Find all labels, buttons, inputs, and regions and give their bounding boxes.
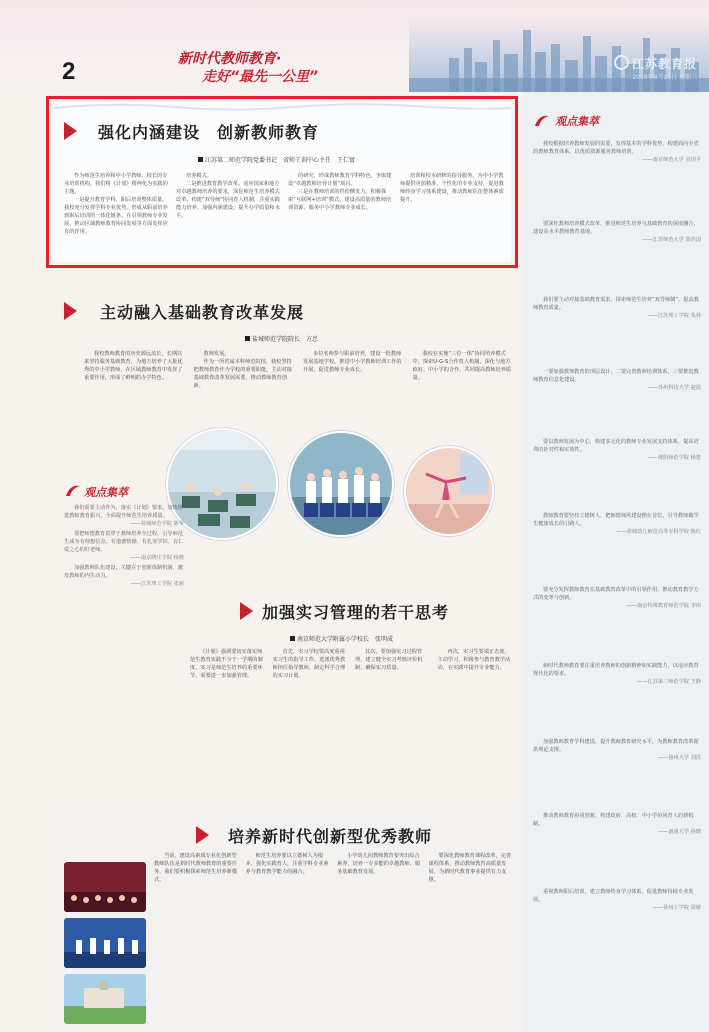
photos-row (166, 428, 494, 540)
opinion-author: ——扬州大学 刘洋 (657, 755, 701, 761)
photo-ceremony (64, 918, 146, 968)
paragraph: 小学幼儿园教师教育要突出综合素养，培养一专多能的卓越教师，服务基础教育发展。 (337, 853, 421, 875)
paragraph: 作为师范生培养和中小学教师、校长的专业培训机构，我们将《计划》精神化为实践的主题。 (64, 173, 168, 195)
opinion-author: ——南京特殊教育师范学院 李伟 (626, 603, 701, 609)
paragraph: 首先，实习学校要高度重视实习生的指导工作，选派优秀教师担任指导教师，制定科学合理的实习计划。 (272, 649, 346, 679)
paragraph: 一是提升教育学科、职后培训整体质量。我校充分发挥学科专业优势，形成从职前培养到职后培训的一体化链条，在引领教师专业发展、推动区域教师教育协同发展等方面发挥应有的作用。 (64, 197, 168, 235)
paragraph: 二是推进教育教学改革。适应国家和地方对卓越教师培养的要求，深化师范生培养模式改革，构建“双导师”协同育人机制，注重实践能力培养。加强内涵建设，提升办学质量和水平。 (176, 181, 280, 219)
paragraph: 我校教师教育的历史源远流长，长期以来坚持服务基础教育，为地方培养了大批优秀的中小学教师，在区域教师教育中发挥了重要作用，形成了鲜明的办学特色。 (84, 351, 183, 381)
paragraph: 多位名师参与职前培养，建设一批教师发展基地学校，推进中小学教师培训工作的开展，促进教师专业成长。 (303, 351, 402, 373)
list-item (533, 812, 701, 836)
section-2-byline (245, 334, 318, 343)
paragraph: 培训和校本研修的指导服务，为中小学教师提供更加精准、个性化的专业支持，促进教师终身学习体系建设，推动教师队伍整体素质提升。 (400, 173, 504, 203)
section-3-col-3 (355, 648, 430, 798)
photo-dance-image (406, 448, 492, 534)
opinion-text: 我们需要主动作为，落实《计划》要求，加快推进教师教育振兴，全面提升师范生培养质量。 (64, 505, 183, 519)
red-swoosh-icon (64, 482, 82, 500)
list-item (533, 438, 701, 462)
photo-campus (64, 974, 146, 1024)
opinion-text: 要把师德教育贯穿于教师培养全过程，引导师范生成为有理想信念、有道德情操、有扎实学识、有仁爱之心的好老师。 (64, 531, 184, 553)
section-3-title: 加强实习管理的若干思考 (262, 603, 450, 622)
opinion-text: 要充分发挥教师教育在基础教育改革中的引领作用，推动教育教学方式的变革与创新。 (533, 587, 699, 601)
paragraph: 其次，要加强实习过程管理，建立健全实习考核评价机制，确保实习质量。 (355, 649, 423, 671)
paragraph: 教师发展。 (203, 351, 230, 357)
section-4-col-2 (246, 852, 330, 1022)
section-4-marker-icon (196, 826, 209, 844)
opinion-text: 加强教师队伍建设，关键在于创新体制机制，激发教师的内生动力。 (64, 565, 183, 579)
list-item (533, 738, 701, 762)
photo-auditorium-image (64, 862, 146, 912)
paragraph: 作为一所省属本科师范院校，我校坚持把教师教育作为学校的重要职能，主动对接基础教育改革发展需要，推动教师教育创新。 (193, 359, 293, 389)
opinion-author: ——盐城幼儿师范高等专科学校 陈红 (616, 529, 701, 535)
section-2-col-2 (194, 350, 296, 414)
section-1-marker-icon (64, 122, 77, 140)
opinion-author: ——淮阴师范学院 杨建 (647, 455, 701, 461)
section-4-photos (64, 862, 146, 1030)
paragraph: 当前，建设高素质专业化创新型教师队伍是新时代教师教育的重要任务，我们要积极探索师范生培养新模式。 (154, 853, 238, 883)
section-2-col-1 (84, 350, 186, 414)
left-opinion-column (64, 482, 184, 588)
section-1-body (64, 172, 504, 256)
section-4-col-4 (429, 852, 513, 1022)
section-2-col-4 (413, 350, 515, 414)
section-2-byline-text: 盐城师范学院院长 方忠 (252, 336, 319, 343)
opinion-text: 要以教师发展为中心，构建多元化的教师专业发展支持体系，提高培训的针对性和实效性。 (533, 439, 699, 453)
photo-campus-image (64, 974, 146, 1024)
paragraph: 师范生培养要以立德树人为根本，强化实践育人，注重学科专业素养与教育教学能力的融合。 (245, 853, 329, 875)
opinion-author: ——江苏第二师范学院 王静 (637, 679, 701, 685)
newspaper-brand (614, 55, 697, 72)
opinion-text: 我校根据培养教师发展的需要，发挥基本的学科优势，构建面向全省的教师教育体系，以优质资源服务教师培训。 (533, 141, 699, 155)
list-item (533, 296, 701, 320)
section-4-title: 培养新时代创新型优秀教师 (228, 827, 433, 846)
left-opinion-title: 观点集萃 (84, 486, 128, 499)
decorative-wave (54, 102, 511, 112)
section-1-col-2 (176, 172, 280, 256)
section-3-marker-icon (240, 602, 253, 620)
paragraph: 再次，实习生要端正态度，主动学习，积极参与教育教学活动，在实践中提升专业能力。 (437, 649, 511, 671)
section-2-title: 主动融入基础教育改革发展 (100, 303, 305, 322)
opinion-author: ——常州工学院 周敏 (652, 905, 701, 911)
paragraph: 培养模式。 (186, 173, 212, 179)
byline-square-icon (198, 157, 203, 162)
page-banner (178, 50, 318, 86)
opinion-author: ——盐城师范学院 陈华 (130, 521, 184, 527)
section-1-col-3 (288, 172, 392, 256)
paragraph: 《计划》强调要切实落实师范生教育实践不少于一学期的制度，实习是师范生培养的重要环节，需要进一步加强管理。 (190, 649, 263, 679)
opinion-text: 推动教师教育协同创新，构建政府、高校、中小学协同育人的新机制。 (533, 813, 694, 827)
issue-date: 2018年8月15日 星期三 (632, 74, 697, 81)
section-1-col-1 (64, 172, 168, 256)
right-opinion-title: 观点集萃 (555, 115, 599, 128)
banner-line-2 (178, 68, 318, 86)
paragraph: 要深化教师教育课程改革，完善课程体系，推动教师教育高质量发展，为新时代教育事业提供有力支撑。 (428, 853, 512, 883)
section-2-body (84, 350, 514, 414)
opinion-text: 要深化教师培养模式改革，推进师范生培养与基础教育的深度融合，建设高水平教师教育基地。 (533, 221, 699, 235)
section-2-col-3 (303, 350, 405, 414)
list-item (533, 140, 701, 164)
brand-name: 江苏教育报 (631, 57, 697, 71)
opinion-author: ——江苏理工学院 张丽 (130, 581, 184, 587)
list-item (533, 220, 701, 244)
list-item (533, 888, 701, 912)
red-swoosh-icon (533, 112, 551, 130)
section-4-body (154, 852, 512, 1022)
opinion-author: ——南通大学 孙晓 (657, 829, 701, 835)
banner-line-1: 新时代教师教育· (178, 51, 282, 67)
list-item (64, 530, 184, 562)
opinion-author: ——南京师范大学 吴国平 (642, 157, 701, 163)
opinion-author: ——江苏理工学院 朱林 (647, 313, 701, 319)
section-1-byline-text: 江苏第二师范学院党委书记 省师干训中心主任 王仁富 (205, 157, 356, 164)
section-2-marker-icon (64, 302, 77, 320)
opinion-author: ——南京晓庄学院 杨晓 (130, 555, 184, 561)
banner-line-2-prefix: 走好 (202, 69, 230, 85)
left-opinion-header (64, 482, 184, 502)
opinion-text: 我们要主动对接基础教育需求，探索师范生培养“双导师制”，提高教师教育质量。 (533, 297, 699, 311)
section-3-body (190, 648, 512, 798)
banner-line-2-quote: “最先一公里” (230, 69, 319, 85)
list-item (533, 512, 701, 536)
paragraph: 的研究，形成教师教育学科特色，争取建设“卓越教师培养计划”项目。 (288, 173, 392, 187)
section-3-byline-text: 南京师范大学附属小学校长 张明成 (297, 636, 394, 643)
section-4-col-1 (154, 852, 238, 1022)
section-1-col-4 (400, 172, 504, 256)
photo-classroom-image (168, 430, 276, 538)
list-item (533, 662, 701, 686)
opinion-text: 新时代教师教育要注重培养教师的创新精神和实践能力，以适应教育现代化的要求。 (533, 663, 699, 677)
opinion-author: ——苏州科技大学 赵晨 (647, 385, 701, 391)
section-1-byline (198, 155, 355, 164)
photo-choir-image (290, 433, 392, 535)
photo-ceremony-image (64, 918, 146, 968)
page-number: 2 (62, 58, 76, 85)
list-item (64, 564, 184, 588)
photo-choir (288, 431, 394, 537)
list-item (533, 368, 701, 392)
paragraph: 我校在实施“三位一体”协同培养模式中，探索U-G-S合作育人机制，深化与地方政府、中小学的合作，共同提高教师培养质量。 (412, 351, 512, 381)
byline-square-icon (245, 336, 250, 341)
opinion-text: 一要加强教师教育的顶层设计，二要完善教师培训体系，三要推进教师教育信息化建设。 (533, 369, 699, 383)
opinion-author: ——江苏师范大学 周治国 (642, 237, 701, 243)
right-opinion-header (523, 110, 709, 132)
page-header (0, 0, 709, 92)
opinion-text: 加强教师教育学科建设，提升教师教育研究水平，为教师教育改革提供理论支撑。 (533, 739, 699, 753)
byline-square-icon (290, 636, 295, 641)
right-opinion-column (523, 92, 709, 1032)
opinion-text: 教师教育要坚持立德树人，把师德师风建设摆在首位，引导教师做学生健康成长的引路人。 (533, 513, 699, 527)
brand-logo-icon (614, 55, 629, 70)
section-1-title: 强化内涵建设 创新教师教育 (98, 123, 320, 142)
list-item (64, 504, 184, 528)
section-3-col-2 (273, 648, 348, 798)
paragraph: 三是在教师培训的供给侧发力。积极探索“互联网+培训”模式，建设高质量的教师培训资源，服务中小学教师专业成长。 (288, 189, 392, 211)
opinion-text: 重视教师职后培训，建立教师终身学习体系，促进教师持续专业发展。 (533, 889, 694, 903)
section-3-byline (290, 634, 393, 643)
photo-auditorium (64, 862, 146, 912)
section-3-col-4 (438, 648, 513, 798)
section-4-col-3 (337, 852, 421, 1022)
section-3-col-1 (190, 648, 265, 798)
photo-dance (404, 446, 494, 536)
list-item (533, 586, 701, 610)
